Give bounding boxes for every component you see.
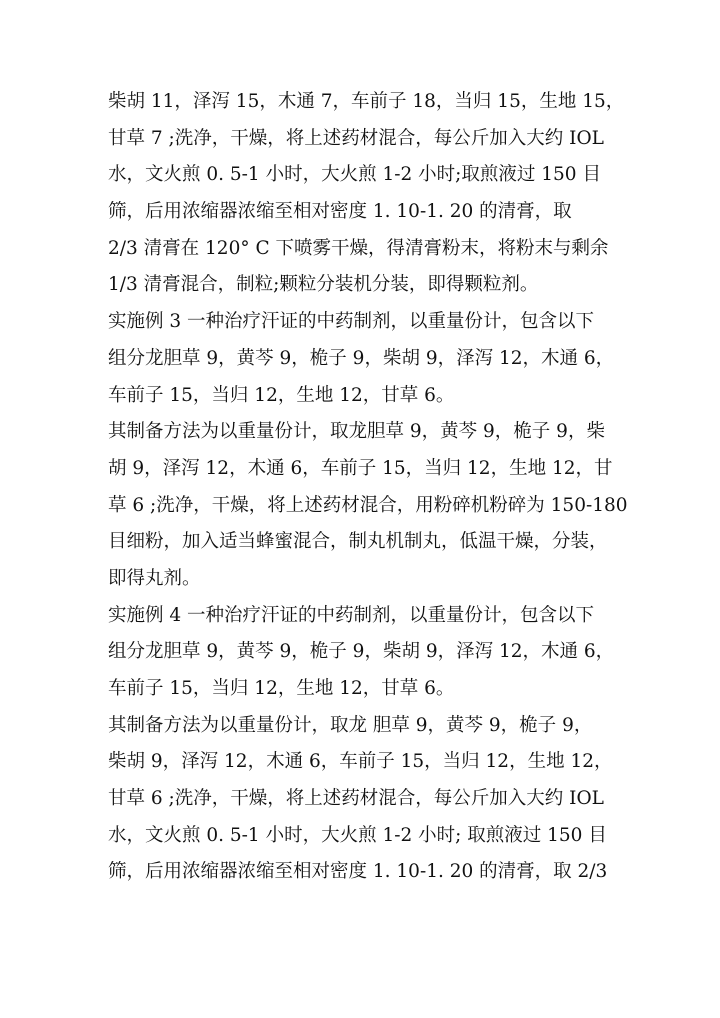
text-line: 筛，后用浓缩器浓缩至相对密度 1. 10-1. 20 的清膏，取 <box>108 201 572 223</box>
text-line: 组分龙胆草 9，黄芩 9，桅子 9，柴胡 9，泽泻 12，木通 6， <box>108 641 615 663</box>
text-line: 目细粉，加入适当蜂蜜混合，制丸机制丸，低温干燥，分装， <box>108 531 608 553</box>
text-line: 柴胡 11，泽泻 15，木通 7，车前子 18，当归 15，生地 15， <box>108 91 625 112</box>
text-line: 车前子 15，当归 12，生地 12，甘草 6。 <box>108 384 455 406</box>
text-line: 胡 9，泽泻 12，木通 6，车前子 15，当归 12，生地 12，甘 <box>108 457 613 479</box>
text-line: 水，文火煎 0. 5-1 小时，大火煎 1-2 小时; 取煎液过 150 目 <box>108 824 607 846</box>
text-line: 其制备方法为以重量份计，取龙胆草 9，黄芩 9，桅子 9，柴 <box>108 421 605 443</box>
text-line: 水，文火煎 0. 5-1 小时，大火煎 1-2 小时;取煎液过 150 目 <box>108 164 601 186</box>
text-line: 甘草 7 ;洗净，干燥，将上述药材混合，每公斤加入大约 IOL <box>108 127 604 149</box>
text-line: 1/3 清膏混合，制粒;颗粒分装机分装，即得颗粒剂。 <box>108 274 539 296</box>
text-line: 草 6 ;洗净，干燥，将上述药材混合，用粉碎机粉碎为 150-180 <box>108 494 628 516</box>
text-line: 其制备方法为以重量份计，取龙 胆草 9，黄芩 9，桅子 9， <box>108 714 593 736</box>
text-line: 筛，后用浓缩器浓缩至相对密度 1. 10-1. 20 的清膏，取 2/3 <box>108 861 608 883</box>
text-line: 柴胡 9，泽泻 12，木通 6，车前子 15，当归 12，生地 12， <box>108 751 613 773</box>
text-line: 组分龙胆草 9，黄芩 9，桅子 9，柴胡 9，泽泻 12，木通 6， <box>108 347 615 369</box>
text-line: 2/3 清膏在 120° C 下喷雾干燥，得清膏粉末，将粉末与剩余 <box>108 237 609 259</box>
text-line: 甘草 6 ;洗净，干燥，将上述药材混合，每公斤加入大约 IOL <box>108 788 604 810</box>
text-line: 车前子 15，当归 12，生地 12，甘草 6。 <box>108 678 455 699</box>
document-body <box>108 84 628 891</box>
text-line: 即得丸剂。 <box>108 567 201 589</box>
text-line: 实施例 3 一种治疗汗证的中药制剂，以重量份计，包含以下 <box>108 311 595 333</box>
text-line: 实施例 4 一种治疗汗证的中药制剂，以重量份计，包含以下 <box>108 604 595 626</box>
